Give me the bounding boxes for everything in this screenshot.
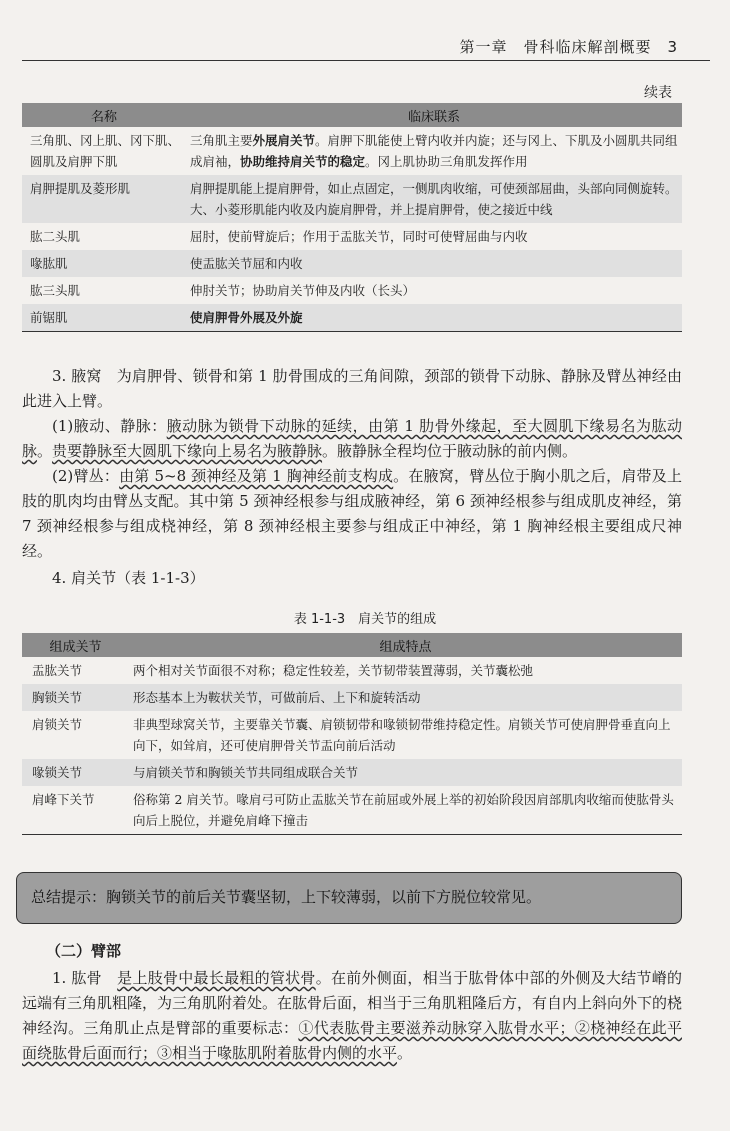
row-name: 三角肌、冈上肌、冈下肌、圆肌及肩胛下肌 [30, 133, 181, 169]
table-caption: 表 1-1-3 肩关节的组成 [293, 612, 437, 627]
row-desc: 屈肘，使前臂旋后；作用于盂肱关节，同时可使臂屈曲与内收 [190, 229, 528, 244]
row-name: 肱三头肌 [30, 283, 81, 298]
shoulder-joint-heading: 4. 肩关节（表 1-1-3） [52, 569, 205, 587]
table-row [22, 223, 682, 250]
humerus-paragraph: 1. 肱骨 是上肢骨中最长最粗的管状骨。在前外侧面，相当于肱骨体中部的外侧及大结节嵴的远端有三角肌粗隆，为三角肌附着处。在肱骨后面，相当于三角肌粗隆后方，有自内上斜向外下的桡神经沟。三角肌止点是臂部的重要标志：①代表肱骨主要滋养动脉穿入肱骨水平；②桡神经在此平面绕肱骨后面而行；③相当于喙肱肌附着肱骨内侧的水平。 [22, 969, 683, 1062]
running-header: 第一章 骨科临床解剖概要 3 [459, 38, 678, 56]
summary-text: 胸锁关节的前后关节囊坚韧，上下较薄弱，以前下方脱位较常见。 [106, 888, 542, 906]
continued-label: 续表 [644, 85, 672, 101]
row-name: 喙锁关节 [22, 759, 129, 786]
table-row [22, 250, 682, 277]
table-header-feature: 组成特点 [129, 633, 682, 657]
row-name: 盂肱关节 [32, 663, 83, 678]
table-header-name: 名称 [22, 103, 186, 127]
row-desc: 使肩胛骨外展及外旋 [186, 304, 682, 332]
table-row [22, 684, 682, 711]
summary-label: 总结提示： [31, 888, 107, 906]
section-title: （二）臂部 [46, 942, 122, 960]
muscle-table [22, 103, 682, 332]
row-name: 喙肱肌 [22, 250, 186, 277]
axilla-vessels-paragraph: (1)腋动、静脉：腋动脉为锁骨下动脉的延续，由第 1 肋骨外缘起，至大圆肌下缘易名为肱动脉。贵要静脉至大圆肌下缘向上易名为腋静脉。腋静脉全程均位于腋动脉的前内侧。 [22, 417, 683, 460]
row-name: 肩锁关节 [32, 717, 83, 732]
row-name: 前锯肌 [22, 304, 186, 332]
table-row [22, 175, 682, 223]
table-row [22, 759, 682, 786]
row-name: 肩胛提肌及菱形肌 [22, 175, 186, 223]
brachial-plexus-paragraph: (2)臂丛：由第 5~8 颈神经及第 1 胸神经前支构成。在腋窝，臂丛位于胸小肌之后，肩带及上肢的肌肉均由臂丛支配。其中第 5 颈神经根参与组成腋神经，第 6 颈神经根参与组成肌皮神经，第 7 颈神经根参与组成桡神经，第 8 颈神经根主要参与组成正中神经，第 1 胸神经根主要组成尺神经。 [22, 467, 682, 560]
row-desc: 三角肌主要外展肩关节。肩胛下肌能使上臂内收并内旋；还与冈上、下肌及小圆肌共同组成肩袖，协助维持肩关节的稳定。冈上肌协助三角肌发挥作用 [190, 133, 678, 169]
row-desc: 与肩锁关节和胸锁关节共同组成联合关节 [129, 759, 682, 786]
row-name: 肱二头肌 [30, 229, 81, 244]
shoulder-joint-table [22, 633, 682, 835]
row-desc: 使盂肱关节屈和内收 [186, 250, 682, 277]
axilla-heading: 3. 腋窝 为肩胛骨、锁骨和第 1 肋骨围成的三角间隙，颈部的锁骨下动脉、静脉及臂丛神经由此进入上臂。 [22, 367, 682, 410]
row-desc: 俗称第 2 肩关节。喙肩弓可防止盂肱关节在前屈或外展上举的初始阶段因肩部肌肉收缩而使肱骨头向后上脱位，并避免肩峰下撞击 [133, 792, 674, 828]
row-desc: 伸肘关节；协助肩关节伸及内收（长头） [190, 283, 416, 298]
row-desc: 形态基本上为鞍状关节，可做前后、上下和旋转活动 [129, 684, 682, 711]
table-row [22, 657, 682, 684]
table-header-clinical: 临床联系 [186, 103, 682, 127]
table-header-joint: 组成关节 [22, 633, 129, 657]
summary-tip-box [16, 872, 682, 924]
header-rule [22, 60, 710, 61]
table-row [22, 786, 682, 835]
row-desc: 两个相对关节面很不对称；稳定性较差，关节韧带装置薄弱，关节囊松弛 [133, 663, 534, 678]
row-name: 胸锁关节 [22, 684, 129, 711]
row-desc: 肩胛提肌能上提肩胛骨，如止点固定，一侧肌肉收缩，可使颈部屈曲，头部向同侧旋转。大、小菱形肌能内收及内旋肩胛骨，并上提肩胛骨，使之接近中线 [186, 175, 682, 223]
table-row [22, 277, 682, 304]
table-row [22, 304, 682, 332]
row-desc: 非典型球窝关节，主要靠关节囊、肩锁韧带和喙锁韧带维持稳定性。肩锁关节可使肩胛骨垂直向上向下，如耸肩，还可使肩胛骨关节盂向前后活动 [133, 717, 671, 753]
row-name: 肩峰下关节 [32, 792, 95, 807]
table-row [22, 711, 682, 759]
table-row [22, 127, 682, 175]
